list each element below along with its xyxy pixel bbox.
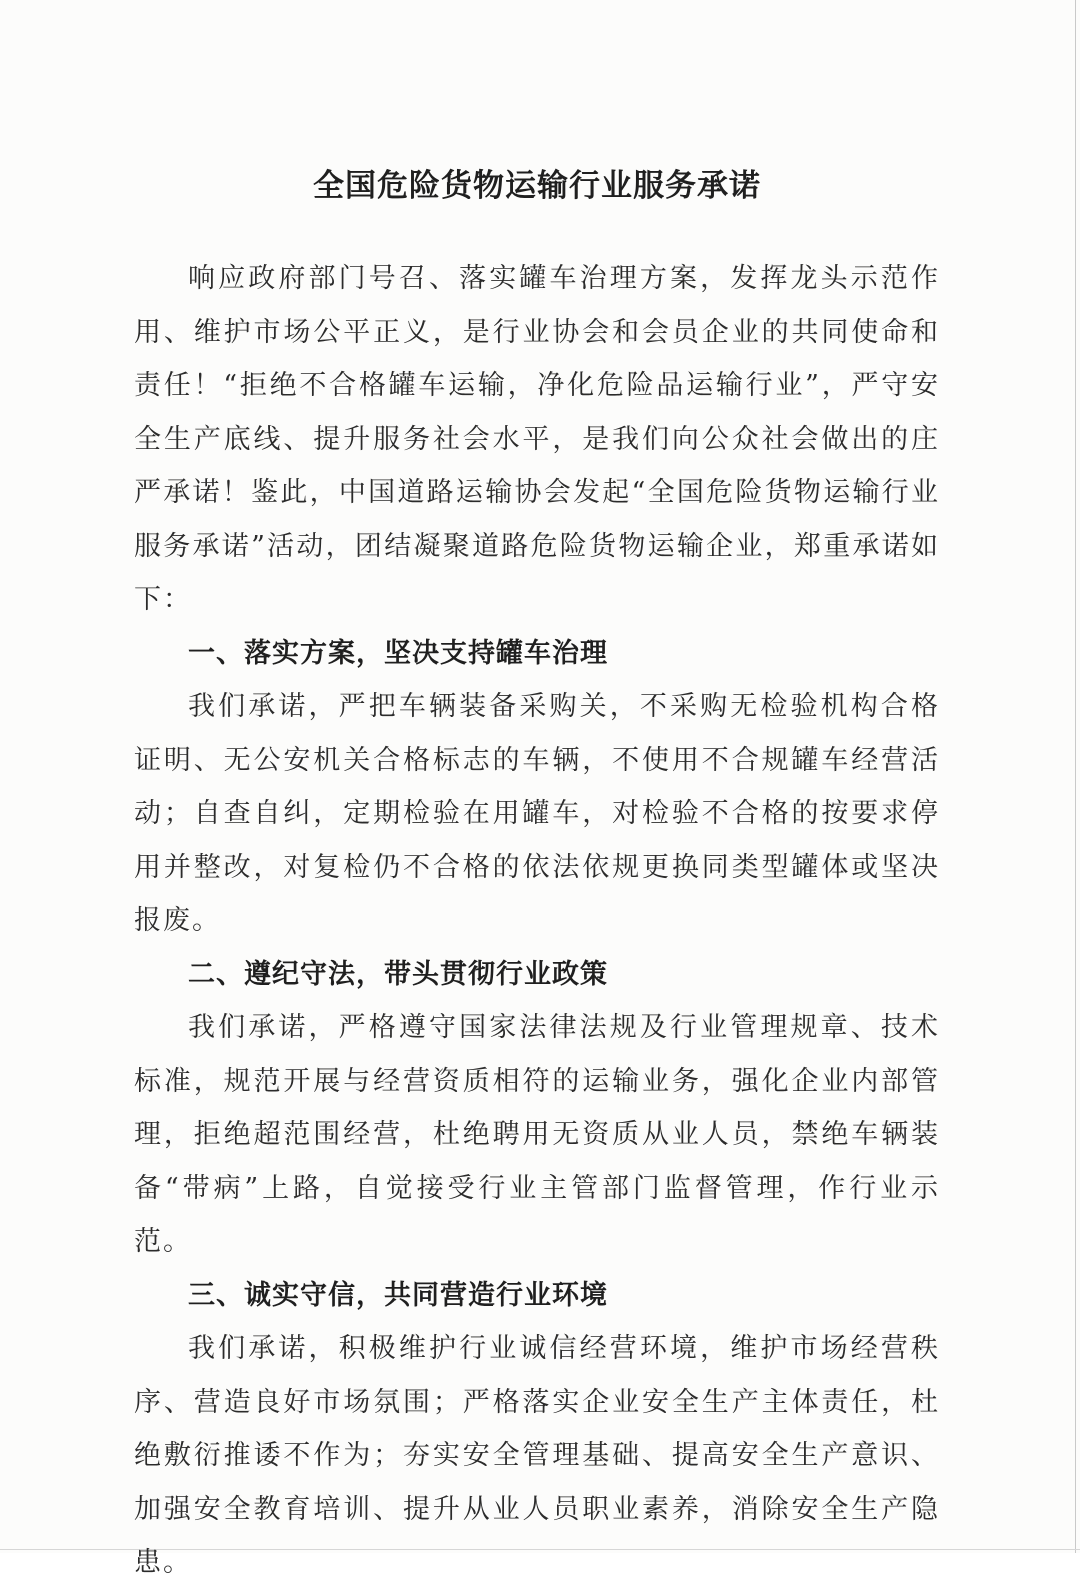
section-3-heading: 三、诚实守信，共同营造行业环境 xyxy=(188,1279,608,1311)
document-content xyxy=(134,160,940,1590)
section-3-body: 我们承诺，积极维护行业诚信经营环境，维护市场经营秩序、营造良好市场氛围；严格落实企业安全生产主体责任，杜绝敷衍推诿不作为；夯实安全管理基础、提高安全生产意识、加强安全教育培训、提升从业人员职业素养，消除安全生产隐患。 xyxy=(134,1333,940,1578)
page-edge-right xyxy=(1075,0,1076,1553)
section-1-heading: 一、落实方案，坚决支持罐车治理 xyxy=(188,637,608,669)
section-2-heading: 二、遵纪守法，带头贯彻行业政策 xyxy=(188,958,608,990)
section-1-body: 我们承诺，严把车辆装备采购关，不采购无检验机构合格证明、无公安机关合格标志的车辆，不使用不合规罐车经营活动；自查自纠，定期检验在用罐车，对检验不合格的按要求停用并整改，对复检仍不合格的依法依规更换同类型罐体或坚决报废。 xyxy=(134,691,940,936)
section-2-body: 我们承诺，严格遵守国家法律法规及行业管理规章、技术标准，规范开展与经营资质相符的运输业务，强化企业内部管理，拒绝超范围经营，杜绝聘用无资质从业人员，禁绝车辆装备“带病”上路，自觉接受行业主管部门监督管理，作行业示范。 xyxy=(134,1012,940,1257)
intro-paragraph: 响应政府部门号召、落实罐车治理方案，发挥龙头示范作用、维护市场公平正义，是行业协会和会员企业的共同使命和责任！“拒绝不合格罐车运输，净化危险品运输行业”，严守安全生产底线、提升服务社会水平，是我们向公众社会做出的庄严承诺！鉴此，中国道路运输协会发起“全国危险货物运输行业服务承诺”活动，团结凝聚道路危险货物运输企业，郑重承诺如下： xyxy=(134,263,940,615)
document-title: 全国危险货物运输行业服务承诺 xyxy=(313,168,761,204)
